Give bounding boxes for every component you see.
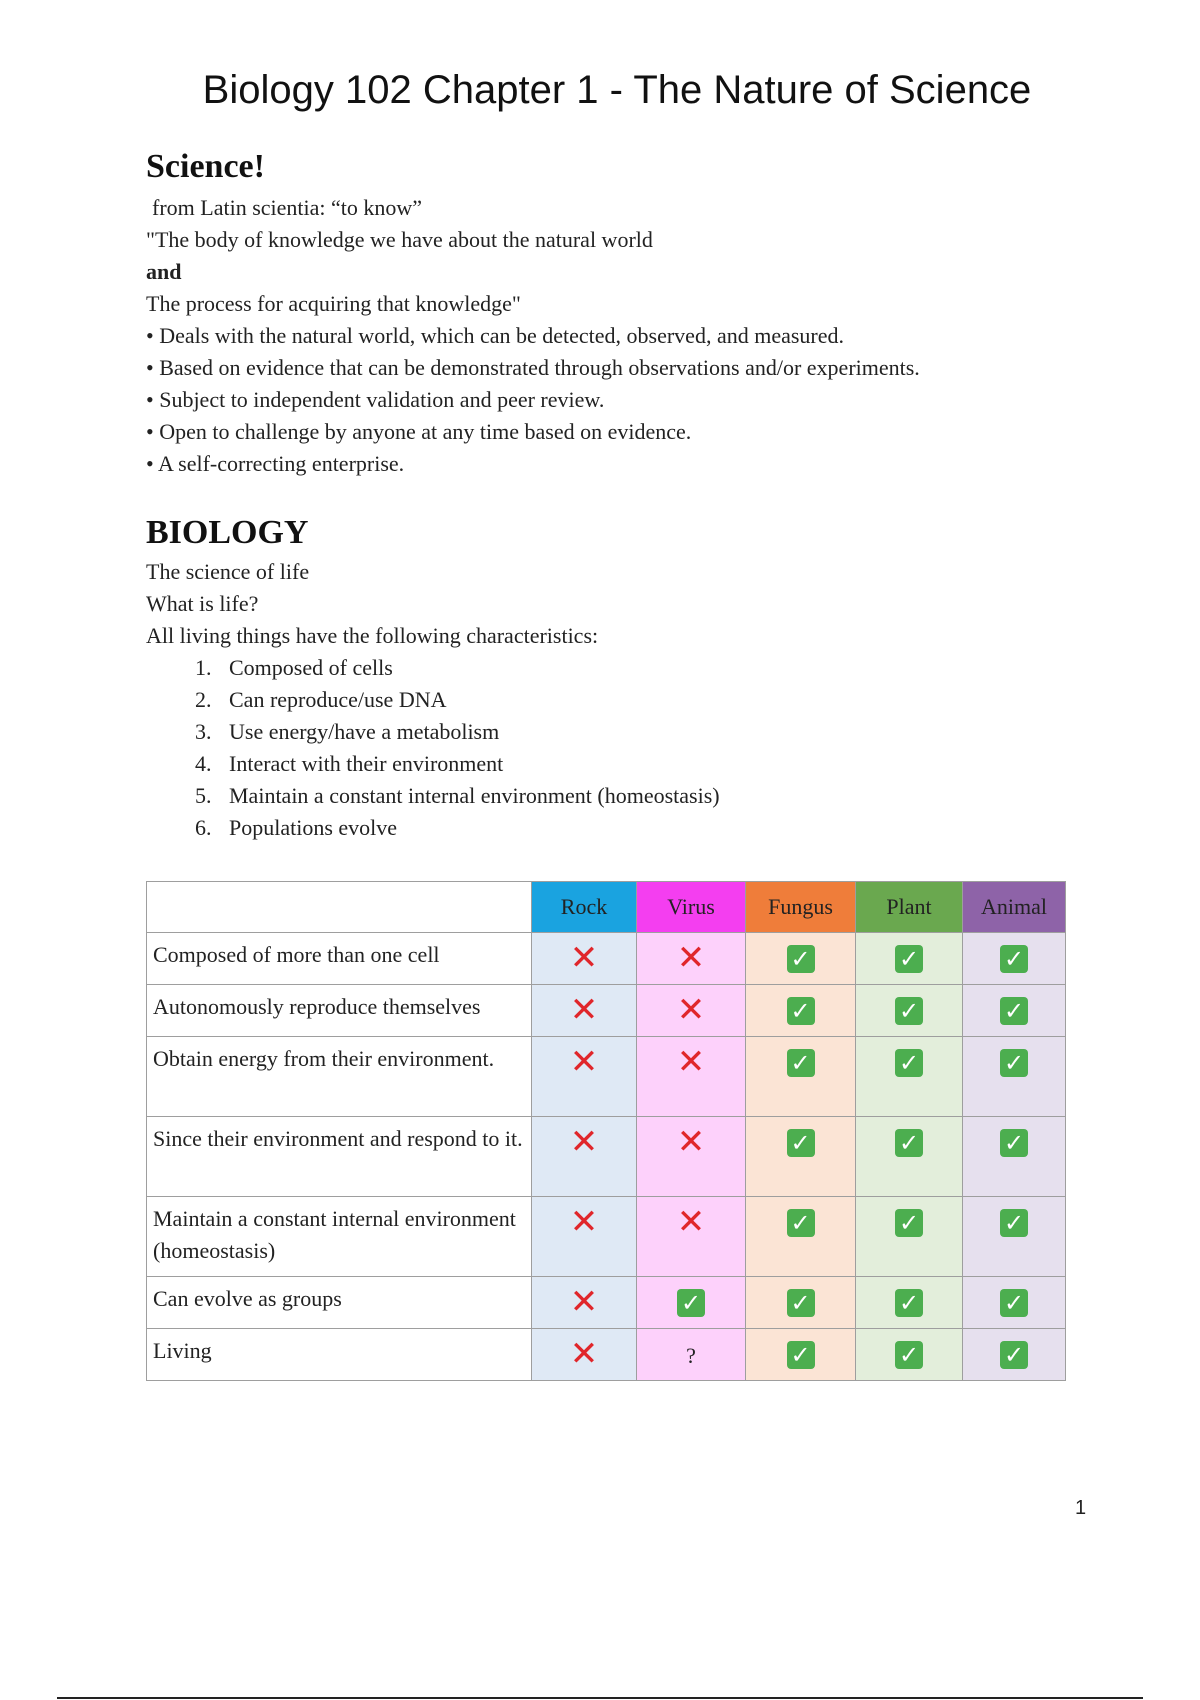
table-cell <box>746 985 856 1037</box>
cross-icon: ✕ <box>569 1042 599 1082</box>
checkmark-icon: ✓ <box>677 1289 705 1317</box>
checkmark-icon: ✓ <box>1000 1129 1028 1157</box>
table-cell <box>746 1037 856 1117</box>
table-row <box>147 1037 1066 1117</box>
row-label: Can evolve as groups <box>147 1277 532 1329</box>
cross-icon: ✕ <box>569 938 599 978</box>
biology-intro: All living things have the following characteristics: <box>146 623 599 648</box>
row-label: Living <box>147 1329 532 1381</box>
cross-icon: ✕ <box>676 1122 706 1162</box>
table-cell <box>532 1277 637 1329</box>
table-cell <box>856 1329 963 1381</box>
table-row <box>147 933 1066 985</box>
table-header-row <box>147 882 1066 933</box>
etymology: from Latin scientia: “to know” <box>152 195 423 220</box>
table-row <box>147 985 1066 1037</box>
bullet-item: • A self-correcting enterprise. <box>146 451 405 476</box>
table-row <box>147 1197 1066 1277</box>
table-cell <box>532 985 637 1037</box>
bullet-item: • Deals with the natural world, which can be detected, observed, and measured. <box>146 323 845 348</box>
science-heading: Science! <box>146 148 265 185</box>
checkmark-icon: ✓ <box>1000 1341 1028 1369</box>
table-cell <box>856 933 963 985</box>
table-cell <box>637 1037 746 1117</box>
list-item: 6. Populations evolve <box>217 812 1096 844</box>
checkmark-icon: ✓ <box>1000 1289 1028 1317</box>
table-cell <box>637 1197 746 1277</box>
checkmark-icon: ✓ <box>787 1129 815 1157</box>
definition-conjunction: and <box>146 259 182 284</box>
cross-icon: ✕ <box>676 938 706 978</box>
table-cell <box>532 1197 637 1277</box>
table-cell <box>746 1277 856 1329</box>
checkmark-icon: ✓ <box>787 1341 815 1369</box>
table-cell <box>746 1117 856 1197</box>
table-row <box>147 1117 1066 1197</box>
cross-icon: ✕ <box>569 990 599 1030</box>
checkmark-icon: ✓ <box>895 1049 923 1077</box>
checkmark-icon: ✓ <box>895 997 923 1025</box>
definition-part1: "The body of knowledge we have about the natural world <box>146 227 653 252</box>
checkmark-icon: ✓ <box>787 1049 815 1077</box>
table-cell <box>532 933 637 985</box>
list-item: 4. Interact with their environment <box>217 748 1096 780</box>
definition-part2: The process for acquiring that knowledge" <box>146 291 521 316</box>
table-cell <box>746 1329 856 1381</box>
cross-icon: ✕ <box>676 1042 706 1082</box>
cross-icon: ✕ <box>676 990 706 1030</box>
column-header-plant: Plant <box>856 882 963 933</box>
biology-section <box>146 514 1096 844</box>
characteristics-list <box>146 652 1096 844</box>
cross-icon: ✕ <box>569 1122 599 1162</box>
biology-definition: The science of life <box>146 559 310 584</box>
table-cell <box>746 933 856 985</box>
column-header-virus: Virus <box>637 882 746 933</box>
checkmark-icon: ✓ <box>895 1289 923 1317</box>
checkmark-icon: ✓ <box>895 1129 923 1157</box>
table-cell <box>856 1037 963 1117</box>
table-cell <box>963 1277 1066 1329</box>
table-cell <box>532 1037 637 1117</box>
list-item: 2. Can reproduce/use DNA <box>217 684 1096 716</box>
table-cell <box>532 1117 637 1197</box>
checkmark-icon: ✓ <box>895 945 923 973</box>
table-cell <box>856 1277 963 1329</box>
life-comparison-table <box>146 881 1066 1381</box>
checkmark-icon: ✓ <box>1000 1049 1028 1077</box>
table-cell <box>963 985 1066 1037</box>
table-row <box>147 1277 1066 1329</box>
column-header-rock: Rock <box>532 882 637 933</box>
table-cell <box>637 933 746 985</box>
document-title: Biology 102 Chapter 1 - The Nature of Science <box>202 68 1032 112</box>
biology-heading: BIOLOGY <box>146 514 309 551</box>
table-cell <box>637 1329 746 1381</box>
header-corner-cell <box>147 882 532 933</box>
row-label: Autonomously reproduce themselves <box>147 985 532 1037</box>
cross-icon: ✕ <box>569 1202 599 1242</box>
science-section <box>146 148 1096 480</box>
bullet-item: • Subject to independent validation and peer review. <box>146 387 605 412</box>
list-item: 5. Maintain a constant internal environment (homeostasis) <box>217 780 1096 812</box>
column-header-animal: Animal <box>963 882 1066 933</box>
question-mark: ? <box>686 1343 696 1368</box>
page-number: 1 <box>1075 1497 1087 1519</box>
biology-question: What is life? <box>146 591 259 616</box>
table-cell <box>963 1117 1066 1197</box>
table-cell <box>856 1117 963 1197</box>
row-label: Since their environment and respond to it. <box>147 1117 532 1197</box>
row-label: Maintain a constant internal environment (homeostasis) <box>147 1197 532 1277</box>
checkmark-icon: ✓ <box>895 1209 923 1237</box>
checkmark-icon: ✓ <box>787 945 815 973</box>
checkmark-icon: ✓ <box>1000 997 1028 1025</box>
table-cell <box>532 1329 637 1381</box>
bullet-item: • Based on evidence that can be demonstrated through observations and/or experiments. <box>146 355 920 380</box>
table-cell <box>963 1037 1066 1117</box>
column-header-fungus: Fungus <box>746 882 856 933</box>
table-cell <box>637 1117 746 1197</box>
checkmark-icon: ✓ <box>1000 945 1028 973</box>
table-cell <box>963 1197 1066 1277</box>
cross-icon: ✕ <box>569 1334 599 1374</box>
table-cell <box>856 1197 963 1277</box>
cross-icon: ✕ <box>676 1202 706 1242</box>
table-cell <box>637 985 746 1037</box>
bullet-item: • Open to challenge by anyone at any time based on evidence. <box>146 419 692 444</box>
checkmark-icon: ✓ <box>787 1289 815 1317</box>
table-cell <box>856 985 963 1037</box>
table-cell <box>963 933 1066 985</box>
table-cell <box>963 1329 1066 1381</box>
table-cell <box>637 1277 746 1329</box>
list-item: 3. Use energy/have a metabolism <box>217 716 1096 748</box>
row-label: Composed of more than one cell <box>147 933 532 985</box>
cross-icon: ✕ <box>569 1282 599 1322</box>
checkmark-icon: ✓ <box>787 1209 815 1237</box>
science-bullet-list <box>146 320 1096 480</box>
table-body <box>147 933 1066 1381</box>
checkmark-icon: ✓ <box>1000 1209 1028 1237</box>
checkmark-icon: ✓ <box>787 997 815 1025</box>
row-label: Obtain energy from their environment. <box>147 1037 532 1117</box>
page-bottom-divider <box>57 1697 1143 1699</box>
list-item: 1. Composed of cells <box>217 652 1096 684</box>
checkmark-icon: ✓ <box>895 1341 923 1369</box>
table-cell <box>746 1197 856 1277</box>
table-row <box>147 1329 1066 1381</box>
